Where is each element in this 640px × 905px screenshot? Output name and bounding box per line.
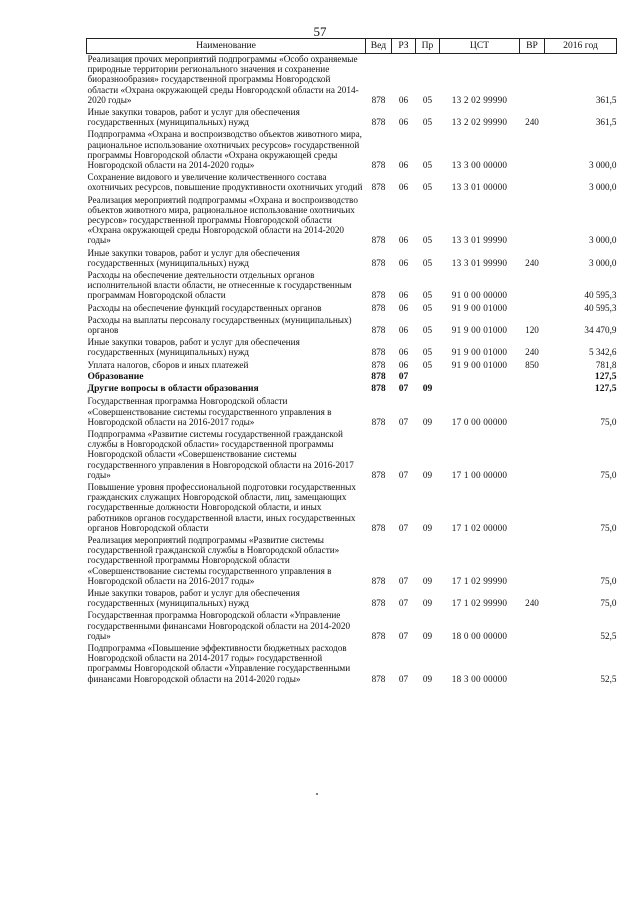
page-number: 57 bbox=[313, 24, 327, 39]
cell-pr: 09 bbox=[422, 522, 433, 533]
cell-vr bbox=[520, 129, 545, 172]
cell-name: Иные закупки товаров, работ и услуг для обеспечения государственных (муниципальных) нужд bbox=[87, 107, 300, 128]
cell-rz: 06 bbox=[398, 117, 409, 128]
cell-name: Иные закупки товаров, работ и услуг для обеспечения государственных (муниципальных) нужд bbox=[87, 247, 300, 268]
cell-vr bbox=[520, 535, 545, 588]
column-header-rz: РЗ bbox=[392, 39, 416, 54]
cell-vr bbox=[520, 482, 545, 535]
table-row bbox=[87, 315, 617, 337]
cell-name: Подпрограмма «Охрана и воспроизводство объектов животного мира, рациональное использование охотничьих ресурсов» государственной программы Новгородской области «Охрана окружающей среды Новгородской области на 2014-2020 годы» bbox=[87, 129, 362, 171]
cell-name: Иные закупки товаров, работ и услуг для обеспечения государственных (муниципальных) нужд bbox=[87, 337, 300, 358]
cell-vr: 240 bbox=[525, 257, 539, 268]
cell-rz: 06 bbox=[398, 347, 409, 358]
cell-cst: 13 3 00 00000 bbox=[451, 160, 508, 171]
cell-rz: 06 bbox=[398, 94, 409, 105]
cell-sum-2016: 781,8 bbox=[595, 359, 617, 370]
table-row bbox=[87, 535, 617, 588]
table-row bbox=[87, 270, 617, 303]
cell-ved: 878 bbox=[371, 383, 386, 395]
cell-ved: 878 bbox=[371, 522, 386, 533]
table-row bbox=[87, 360, 617, 372]
cell-rz: 07 bbox=[398, 673, 409, 684]
cell-name: Подпрограмма «Повышение эффективности бюджетных расходов Новгородской области на 2014-2017 годы» государственной программы Новгородской области «Управление государственными финансами Новгородской области на 2014-2020 годы» bbox=[87, 642, 351, 684]
cell-vr bbox=[520, 303, 545, 315]
cell-pr: 05 bbox=[422, 94, 433, 105]
table-row bbox=[87, 129, 617, 172]
table-row bbox=[87, 303, 617, 315]
cell-sum-2016: 3 000,0 bbox=[588, 257, 617, 268]
cell-sum-2016: 5 342,6 bbox=[588, 347, 617, 358]
cell-sum-2016: 127,5 bbox=[594, 383, 617, 395]
cell-ved: 878 bbox=[371, 117, 386, 128]
cell-ved: 878 bbox=[371, 598, 386, 609]
table-row bbox=[87, 54, 617, 108]
cell-vr: 850 bbox=[525, 359, 539, 370]
cell-ved: 878 bbox=[371, 235, 386, 246]
cell-name: Расходы на выплаты персоналу государственных (муниципальных) органов bbox=[87, 314, 352, 336]
cell-ved: 878 bbox=[371, 325, 386, 336]
cell-cst: 91 9 00 01000 bbox=[451, 302, 508, 313]
cell-vr bbox=[520, 610, 545, 643]
cell-rz: 07 bbox=[398, 630, 409, 641]
cell-pr: 09 bbox=[422, 673, 433, 684]
cell-sum-2016: 40 595,3 bbox=[584, 290, 617, 301]
cell-ved: 878 bbox=[371, 359, 386, 370]
cell-ved: 878 bbox=[371, 290, 386, 301]
cell-cst bbox=[440, 372, 520, 384]
cell-pr: 09 bbox=[422, 598, 433, 609]
cell-vr: 240 bbox=[525, 117, 539, 128]
cell-vr bbox=[520, 429, 545, 482]
cell-pr: 09 bbox=[422, 383, 433, 395]
cell-cst: 91 9 00 01000 bbox=[451, 359, 508, 370]
cell-sum-2016: 75,0 bbox=[600, 469, 617, 480]
cell-name: Повышение уровня профессиональной подготовки государственных гражданских служащих Новгородской области, лиц, замещающих государственные должности Новгородской области, и иных работников органов государственной власти, иных государственных органов Новгородской области bbox=[87, 481, 356, 533]
table-row bbox=[87, 643, 617, 686]
column-header-pr: Пр bbox=[416, 39, 440, 54]
cell-cst: 17 1 02 00000 bbox=[451, 522, 508, 533]
cell-rz: 06 bbox=[398, 325, 409, 336]
cell-vr: 240 bbox=[525, 347, 539, 358]
cell-rz: 06 bbox=[398, 182, 409, 193]
cell-rz: 06 bbox=[398, 359, 409, 370]
cell-sum-2016: 75,0 bbox=[600, 575, 617, 586]
table-header-row bbox=[87, 39, 617, 54]
cell-cst: 17 1 02 99990 bbox=[451, 575, 508, 586]
stray-mark bbox=[316, 793, 318, 795]
cell-ved: 878 bbox=[371, 94, 386, 105]
cell-cst: 17 1 00 00000 bbox=[451, 469, 508, 480]
cell-pr: 05 bbox=[422, 235, 433, 246]
cell-pr: 05 bbox=[422, 117, 433, 128]
cell-cst: 13 3 01 99990 bbox=[451, 257, 508, 268]
table-row bbox=[87, 482, 617, 535]
cell-rz: 07 bbox=[398, 370, 409, 382]
cell-rz: 07 bbox=[398, 575, 409, 586]
cell-sum-2016: 3 000,0 bbox=[588, 182, 617, 193]
cell-ved: 878 bbox=[371, 302, 386, 313]
column-header-name: Наименование bbox=[87, 39, 366, 54]
column-header-sum-2016: 2016 год bbox=[545, 39, 617, 54]
column-header-ved: Вед bbox=[366, 39, 392, 54]
cell-cst: 91 0 00 00000 bbox=[451, 290, 508, 301]
cell-rz: 07 bbox=[398, 469, 409, 480]
cell-ved: 878 bbox=[371, 575, 386, 586]
cell-pr: 05 bbox=[422, 290, 433, 301]
cell-ved: 878 bbox=[371, 257, 386, 268]
cell-pr: 05 bbox=[422, 359, 433, 370]
cell-rz: 07 bbox=[398, 383, 409, 395]
cell-sum-2016: 52,5 bbox=[600, 673, 617, 684]
cell-sum-2016: 3 000,0 bbox=[588, 235, 617, 246]
cell-ved: 878 bbox=[371, 370, 386, 382]
cell-ved: 878 bbox=[371, 347, 386, 358]
cell-cst: 17 0 00 00000 bbox=[451, 416, 508, 427]
table-body bbox=[87, 54, 617, 686]
cell-ved: 878 bbox=[371, 182, 386, 193]
cell-name: Расходы на обеспечение функций государственных органов bbox=[87, 302, 322, 313]
cell-cst: 91 9 00 01000 bbox=[451, 325, 508, 336]
cell-name: Государственная программа Новгородской области «Совершенствование системы государственного управления в Новгородской области на 2016-2017 годы» bbox=[87, 396, 332, 427]
cell-vr bbox=[520, 396, 545, 429]
cell-sum-2016: 34 470,9 bbox=[584, 325, 617, 336]
cell-rz: 07 bbox=[398, 522, 409, 533]
cell-cst: 18 3 00 00000 bbox=[451, 673, 508, 684]
cell-rz: 07 bbox=[398, 416, 409, 427]
cell-vr bbox=[520, 54, 545, 108]
cell-sum-2016: 127,5 bbox=[594, 370, 617, 382]
cell-pr: 05 bbox=[422, 347, 433, 358]
cell-ved: 878 bbox=[371, 469, 386, 480]
cell-pr: 05 bbox=[422, 257, 433, 268]
cell-sum-2016: 52,5 bbox=[600, 630, 617, 641]
table-row bbox=[87, 610, 617, 643]
cell-cst: 17 1 02 99990 bbox=[451, 598, 508, 609]
table-row bbox=[87, 172, 617, 194]
cell-sum-2016: 361,5 bbox=[595, 94, 617, 105]
table-row bbox=[87, 248, 617, 270]
cell-ved: 878 bbox=[371, 673, 386, 684]
cell-name: Иные закупки товаров, работ и услуг для обеспечения государственных (муниципальных) нужд bbox=[87, 587, 300, 609]
table-row bbox=[87, 588, 617, 610]
cell-cst: 18 0 00 00000 bbox=[451, 630, 508, 641]
cell-ved: 878 bbox=[371, 416, 386, 427]
cell-vr bbox=[520, 172, 545, 194]
cell-name: Подпрограмма «Развитие системы государственной гражданской службы в Новгородской области» государственной программы Новгородской области «Совершенствование системы государственного управления в Новгородской области на 2016-2017 годы» bbox=[87, 428, 354, 480]
cell-ved: 878 bbox=[371, 160, 386, 171]
cell-rz: 06 bbox=[398, 160, 409, 171]
cell-rz: 06 bbox=[398, 290, 409, 301]
cell-name: Расходы на обеспечение деятельности отдельных органов исполнительной власти области, не отнесенные к государственным программам Новгородской области bbox=[87, 270, 352, 301]
column-header-cst: ЦСТ bbox=[440, 39, 520, 54]
cell-vr bbox=[520, 384, 545, 396]
cell-sum-2016: 75,0 bbox=[600, 416, 617, 427]
cell-cst: 91 9 00 01000 bbox=[451, 347, 508, 358]
cell-ved: 878 bbox=[371, 630, 386, 641]
cell-pr: 05 bbox=[422, 302, 433, 313]
cell-name: Другие вопросы в области образования bbox=[87, 383, 259, 395]
budget-table bbox=[86, 38, 617, 686]
cell-name: Образование bbox=[87, 370, 144, 382]
cell-pr: 05 bbox=[422, 325, 433, 336]
cell-name: Государственная программа Новгородской области «Управление государственными финансами Новгородской области на 2014-2020 годы» bbox=[87, 610, 351, 641]
column-header-vr: ВР bbox=[520, 39, 545, 54]
table-row bbox=[87, 107, 617, 129]
table-row bbox=[87, 396, 617, 429]
cell-vr: 120 bbox=[525, 325, 539, 336]
cell-name: Реализация мероприятий подпрограммы «Развитие системы государственной гражданской службы в Новгородской области» государственной программы Новгородской области «Совершенствование системы государственного управления в Новгородской области на 2016-2017 годы» bbox=[87, 534, 340, 586]
cell-pr: 09 bbox=[422, 469, 433, 480]
cell-name: Реализация мероприятий подпрограммы «Охрана и воспроизводство объектов животного мира, рациональное использование охотничьих ресурсов» государственной программы Новгородской области «Охрана окружающей среды Новгородской области на 2014-2020 годы» bbox=[87, 194, 358, 246]
cell-pr: 09 bbox=[422, 575, 433, 586]
cell-pr: 09 bbox=[422, 416, 433, 427]
cell-sum-2016: 3 000,0 bbox=[588, 160, 617, 171]
cell-pr: 05 bbox=[422, 160, 433, 171]
table-row bbox=[87, 195, 617, 248]
cell-rz: 06 bbox=[398, 302, 409, 313]
cell-name: Сохранение видового и увеличение количественного состава охотничьих ресурсов, повышение продуктивности охотничьих угодий bbox=[87, 172, 363, 193]
cell-sum-2016: 75,0 bbox=[600, 522, 617, 533]
table-row bbox=[87, 429, 617, 482]
cell-cst bbox=[440, 384, 520, 396]
table-row bbox=[87, 384, 617, 396]
cell-rz: 07 bbox=[398, 598, 409, 609]
cell-cst: 13 3 01 00000 bbox=[451, 182, 508, 193]
cell-vr bbox=[520, 643, 545, 686]
cell-rz: 06 bbox=[398, 257, 409, 268]
cell-pr: 05 bbox=[422, 182, 433, 193]
cell-vr bbox=[520, 195, 545, 248]
cell-sum-2016: 361,5 bbox=[595, 117, 617, 128]
cell-pr: 09 bbox=[422, 630, 433, 641]
cell-rz: 06 bbox=[398, 235, 409, 246]
cell-vr bbox=[520, 270, 545, 303]
cell-cst: 13 2 02 99990 bbox=[451, 117, 508, 128]
cell-sum-2016: 75,0 bbox=[600, 598, 617, 609]
table-row bbox=[87, 337, 617, 359]
cell-name: Реализация прочих мероприятий подпрограммы «Особо охраняемые природные территории регионального значения и сохранение биоразнообразия» государственной программы Новгородской области «Охрана окружающей среды Новгородской области на 2014-2020 годы» bbox=[87, 54, 359, 105]
cell-sum-2016: 40 595,3 bbox=[584, 302, 617, 313]
cell-vr bbox=[520, 372, 545, 384]
cell-name: Уплата налогов, сборов и иных платежей bbox=[87, 359, 249, 370]
cell-cst: 13 3 01 99990 bbox=[451, 235, 508, 246]
cell-cst: 13 2 02 99990 bbox=[451, 94, 508, 105]
cell-vr: 240 bbox=[525, 598, 539, 609]
